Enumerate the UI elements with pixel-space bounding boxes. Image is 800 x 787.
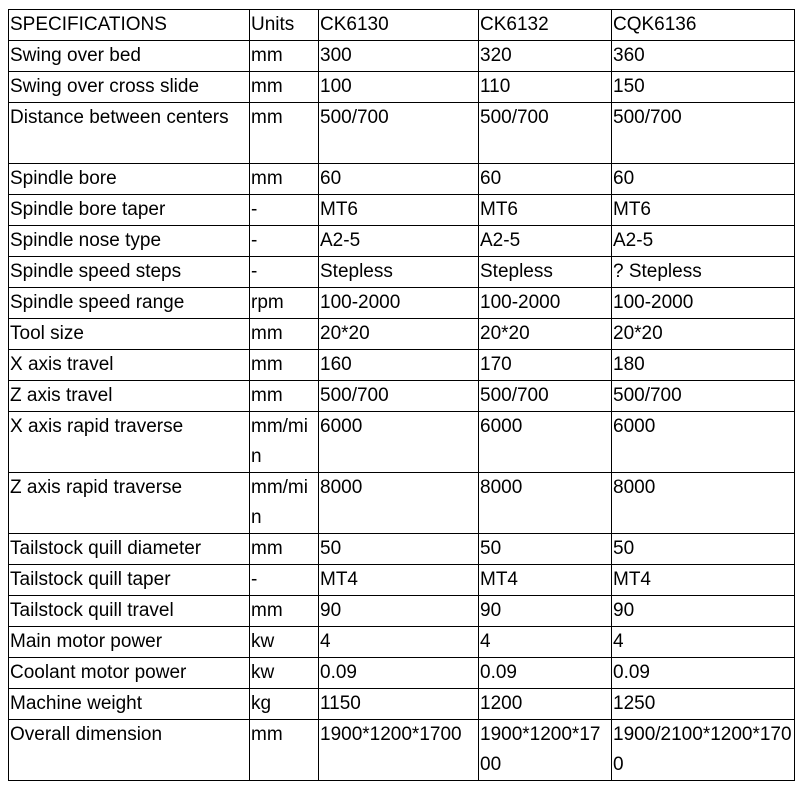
table-row: [9, 257, 795, 288]
unit-cell: mm: [250, 164, 319, 195]
value-cell: 4: [319, 627, 479, 658]
spec-name-cell: Swing over cross slide: [9, 72, 250, 103]
value-cell: 500/700: [612, 103, 795, 164]
unit-cell: rpm: [250, 288, 319, 319]
unit-cell: mm: [250, 72, 319, 103]
unit-cell: mm: [250, 350, 319, 381]
unit-cell: kg: [250, 689, 319, 720]
table-row: [9, 41, 795, 72]
spec-name-cell: Spindle nose type: [9, 226, 250, 257]
unit-cell: mm: [250, 103, 319, 164]
unit-cell: -: [250, 565, 319, 596]
value-cell: 90: [612, 596, 795, 627]
value-cell: 20*20: [319, 319, 479, 350]
value-cell: 1150: [319, 689, 479, 720]
spec-name-cell: X axis rapid traverse: [9, 412, 250, 473]
table-row: [9, 689, 795, 720]
table-row: [9, 195, 795, 226]
value-cell: 100-2000: [612, 288, 795, 319]
value-cell: ? Stepless: [612, 257, 795, 288]
value-cell: 300: [319, 41, 479, 72]
value-cell: 8000: [319, 473, 479, 534]
value-cell: 320: [479, 41, 612, 72]
spec-name-cell: X axis travel: [9, 350, 250, 381]
table-row: [9, 72, 795, 103]
spec-name-cell: Spindle speed range: [9, 288, 250, 319]
value-cell: 90: [479, 596, 612, 627]
value-cell: 0.09: [479, 658, 612, 689]
value-cell: 100: [319, 72, 479, 103]
value-cell: 50: [319, 534, 479, 565]
unit-cell: mm: [250, 720, 319, 781]
value-cell: 1900/2100*1200*1700: [612, 720, 795, 781]
spec-name-cell: Spindle bore taper: [9, 195, 250, 226]
unit-cell: mm/min: [250, 473, 319, 534]
spec-table-container: [8, 9, 795, 781]
header-cell: Units: [250, 10, 319, 41]
value-cell: 1900*1200*1700: [479, 720, 612, 781]
value-cell: 1900*1200*1700: [319, 720, 479, 781]
unit-cell: -: [250, 226, 319, 257]
spec-name-cell: Overall dimension: [9, 720, 250, 781]
value-cell: MT4: [612, 565, 795, 596]
value-cell: 360: [612, 41, 795, 72]
unit-cell: mm: [250, 319, 319, 350]
value-cell: 50: [479, 534, 612, 565]
value-cell: MT4: [319, 565, 479, 596]
value-cell: A2-5: [612, 226, 795, 257]
spec-name-cell: Swing over bed: [9, 41, 250, 72]
value-cell: 0.09: [319, 658, 479, 689]
unit-cell: mm: [250, 596, 319, 627]
value-cell: 60: [319, 164, 479, 195]
unit-cell: mm: [250, 534, 319, 565]
spec-name-cell: Distance between centers: [9, 103, 250, 164]
value-cell: A2-5: [479, 226, 612, 257]
table-header-row: [9, 10, 795, 41]
value-cell: 50: [612, 534, 795, 565]
value-cell: 1200: [479, 689, 612, 720]
header-cell: CQK6136: [612, 10, 795, 41]
table-row: [9, 226, 795, 257]
spec-name-cell: Spindle bore: [9, 164, 250, 195]
unit-cell: kw: [250, 627, 319, 658]
table-row: [9, 103, 795, 164]
table-row: [9, 596, 795, 627]
value-cell: Stepless: [479, 257, 612, 288]
spec-table: [8, 9, 795, 781]
spec-name-cell: Coolant motor power: [9, 658, 250, 689]
table-row: [9, 288, 795, 319]
value-cell: Stepless: [319, 257, 479, 288]
spec-name-cell: Spindle speed steps: [9, 257, 250, 288]
value-cell: 0.09: [612, 658, 795, 689]
value-cell: 1250: [612, 689, 795, 720]
table-row: [9, 350, 795, 381]
value-cell: MT6: [612, 195, 795, 226]
value-cell: 500/700: [479, 381, 612, 412]
table-row: [9, 720, 795, 781]
value-cell: A2-5: [319, 226, 479, 257]
spec-name-cell: Z axis rapid traverse: [9, 473, 250, 534]
unit-cell: -: [250, 195, 319, 226]
spec-name-cell: Tailstock quill diameter: [9, 534, 250, 565]
unit-cell: -: [250, 257, 319, 288]
value-cell: 500/700: [612, 381, 795, 412]
value-cell: 90: [319, 596, 479, 627]
spec-name-cell: Machine weight: [9, 689, 250, 720]
spec-name-cell: Tailstock quill travel: [9, 596, 250, 627]
value-cell: MT4: [479, 565, 612, 596]
unit-cell: mm: [250, 381, 319, 412]
value-cell: 6000: [612, 412, 795, 473]
value-cell: 150: [612, 72, 795, 103]
header-cell: CK6132: [479, 10, 612, 41]
value-cell: 20*20: [479, 319, 612, 350]
value-cell: 100-2000: [319, 288, 479, 319]
spec-name-cell: Z axis travel: [9, 381, 250, 412]
table-row: [9, 565, 795, 596]
table-row: [9, 658, 795, 689]
value-cell: 20*20: [612, 319, 795, 350]
table-row: [9, 412, 795, 473]
value-cell: 60: [612, 164, 795, 195]
value-cell: 500/700: [319, 103, 479, 164]
table-row: [9, 319, 795, 350]
value-cell: 4: [479, 627, 612, 658]
table-row: [9, 164, 795, 195]
spec-name-cell: Main motor power: [9, 627, 250, 658]
table-row: [9, 473, 795, 534]
value-cell: 6000: [479, 412, 612, 473]
spec-name-cell: Tool size: [9, 319, 250, 350]
unit-cell: kw: [250, 658, 319, 689]
table-row: [9, 534, 795, 565]
spec-name-cell: Tailstock quill taper: [9, 565, 250, 596]
value-cell: 8000: [479, 473, 612, 534]
table-row: [9, 381, 795, 412]
value-cell: 170: [479, 350, 612, 381]
value-cell: MT6: [479, 195, 612, 226]
value-cell: 100-2000: [479, 288, 612, 319]
value-cell: 60: [479, 164, 612, 195]
table-row: [9, 627, 795, 658]
unit-cell: mm: [250, 41, 319, 72]
value-cell: 8000: [612, 473, 795, 534]
value-cell: 6000: [319, 412, 479, 473]
unit-cell: mm/min: [250, 412, 319, 473]
value-cell: 500/700: [479, 103, 612, 164]
value-cell: 500/700: [319, 381, 479, 412]
value-cell: 4: [612, 627, 795, 658]
header-cell: SPECIFICATIONS: [9, 10, 250, 41]
value-cell: 180: [612, 350, 795, 381]
value-cell: MT6: [319, 195, 479, 226]
value-cell: 110: [479, 72, 612, 103]
header-cell: CK6130: [319, 10, 479, 41]
value-cell: 160: [319, 350, 479, 381]
